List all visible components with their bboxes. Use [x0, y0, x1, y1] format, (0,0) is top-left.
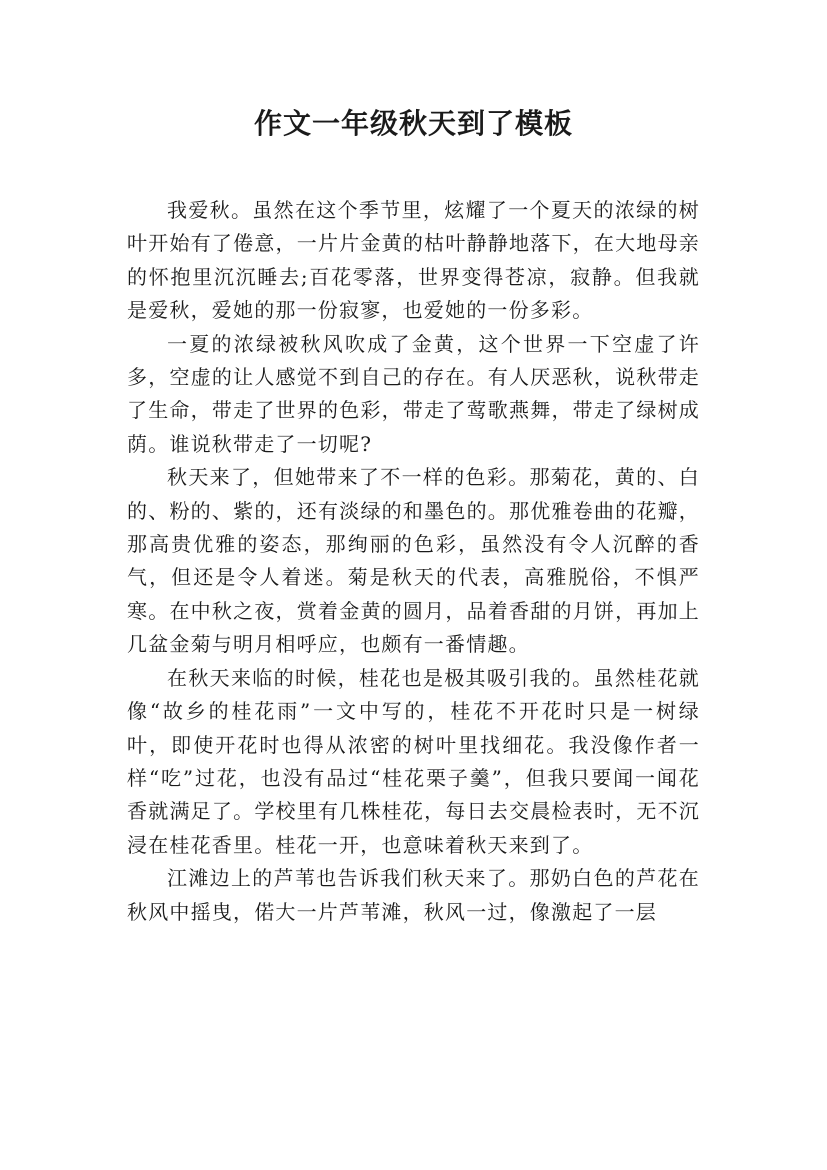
paragraph: 我爱秋。虽然在这个季节里，炫耀了一个夏天的浓绿的树叶开始有了倦意，一片片金黄的枯叶静静地落下，在大地母亲的怀抱里沉沉睡去;百花零落，世界变得苍凉，寂静。但我就是爱秋，爱她的那一份寂寥，也爱她的一份多彩。 [127, 198, 700, 323]
document-title: 作文一年级秋天到了模板 [253, 107, 573, 140]
paragraph: 秋天来了，但她带来了不一样的色彩。那菊花，黄的、白的、粉的、紫的，还有淡绿的和墨色的。那优雅卷曲的花瓣，那高贵优雅的姿态，那绚丽的色彩，虽然没有令人沉醉的香气，但还是令人着迷。菊是秋天的代表，高雅脱俗，不惧严寒。在中秋之夜，赏着金黄的圆月，品着香甜的月饼，再加上几盆金菊与明月相呼应，也颇有一番情趣。 [127, 465, 700, 657]
paragraph: 江滩边上的芦苇也告诉我们秋天来了。那奶白色的芦花在秋风中摇曳，偌大一片芦苇滩，秋风一过，像激起了一层 [127, 866, 700, 924]
paragraph: 在秋天来临的时候，桂花也是极其吸引我的。虽然桂花就像“故乡的桂花雨”一文中写的，桂花不开花时只是一树绿叶，即使开花时也得从浓密的树叶里找细花。我没像作者一样“吃”过花，也没有品过“桂花栗子羹”，但我只要闻一闻花香就满足了。学校里有几株桂花，每日去交晨检表时，无不沉浸在桂花香里。桂花一开，也意味着秋天来到了。 [127, 665, 700, 857]
document-body [127, 194, 700, 929]
paragraph: 一夏的浓绿被秋风吹成了金黄，这个世界一下空虚了许多，空虚的让人感觉不到自己的存在。有人厌恶秋，说秋带走了生命，带走了世界的色彩，带走了莺歌燕舞，带走了绿树成荫。谁说秋带走了一切呢? [127, 331, 700, 456]
